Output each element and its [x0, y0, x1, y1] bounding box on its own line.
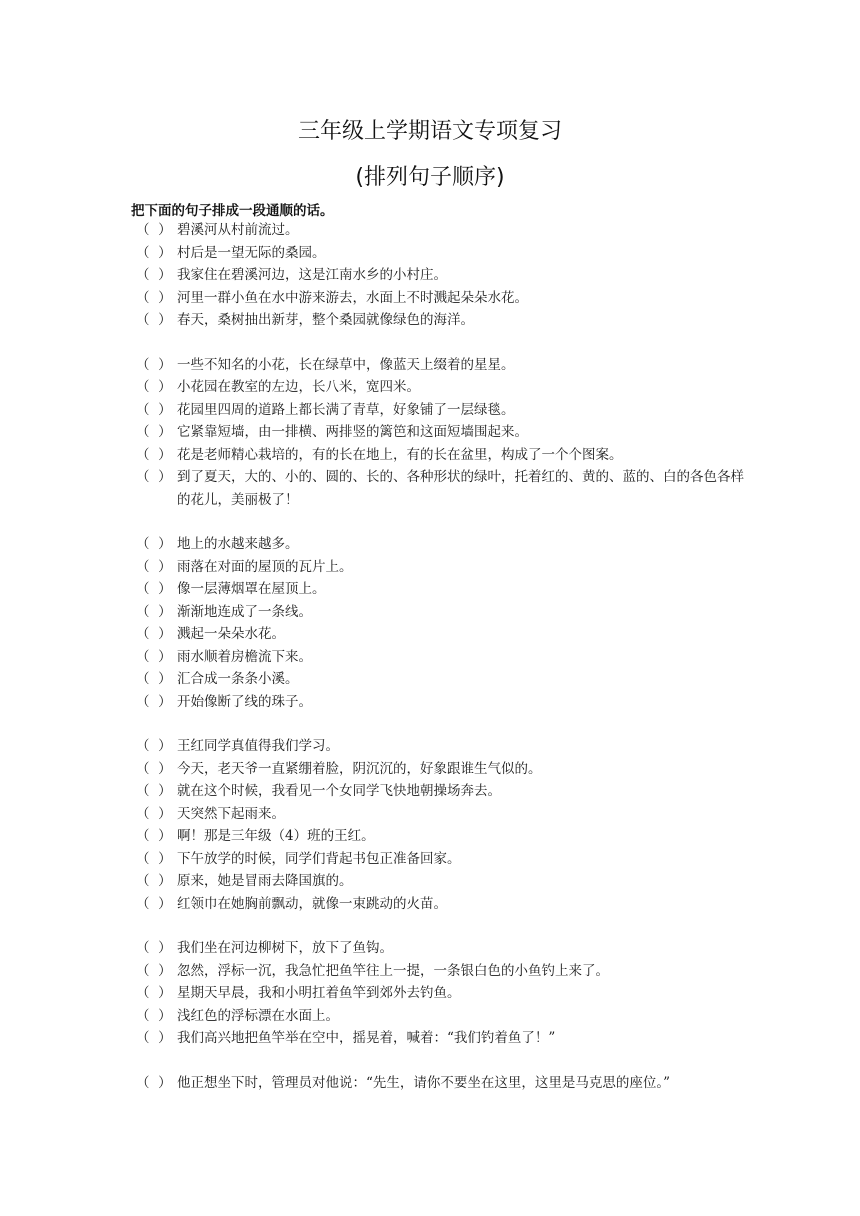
answer-blank[interactable]: （ ）	[136, 379, 172, 395]
sentence-item	[136, 623, 756, 646]
exercise-groups	[136, 219, 756, 1116]
exercise-group	[136, 937, 756, 1050]
answer-blank[interactable]: （ ）	[136, 446, 172, 463]
sentence-item	[136, 803, 756, 826]
answer-blank[interactable]: （ ）	[136, 693, 172, 710]
sentence-text: 忽然，浮标一沉，我急忙把鱼竿往上一提，一条银白色的小鱼钓上来了。	[177, 962, 609, 979]
page-title: 三年级上学期语文专项复习	[297, 119, 562, 144]
answer-blank[interactable]: （ ）	[136, 536, 172, 552]
answer-blank[interactable]: （ ）	[136, 401, 172, 418]
answer-blank[interactable]: （ ）	[136, 424, 172, 440]
sentence-text: 浅红色的浮标漂在水面上。	[177, 1007, 339, 1024]
sentence-text: 我们坐在河边柳树下，放下了鱼钩。	[177, 940, 393, 956]
answer-blank[interactable]: （ ）	[136, 244, 172, 261]
sentence-item	[136, 421, 756, 444]
sentence-text: 开始像断了线的珠子。	[177, 693, 312, 710]
answer-blank[interactable]: （ ）	[136, 760, 172, 777]
sentence-item	[136, 578, 756, 601]
sentence-text: 我们高兴地把鱼竿举在空中，摇晃着，喊着：“我们钓着鱼了！”	[177, 1030, 556, 1046]
exercise-group	[136, 735, 756, 915]
sentence-text: 渐渐地连成了一条线。	[177, 603, 312, 620]
sentence-text: 像一层薄烟罩在屋顶上。	[177, 581, 326, 597]
sentence-item	[136, 691, 756, 714]
sentence-item	[136, 646, 756, 669]
sentence-text: 花是老师精心栽培的，有的长在地上，有的长在盆里，构成了一个个图案。	[177, 446, 623, 463]
sentence-item	[136, 242, 756, 265]
sentence-item	[136, 533, 756, 556]
answer-blank[interactable]: （ ）	[136, 828, 172, 844]
sentence-item	[136, 1072, 756, 1095]
sentence-item	[136, 444, 756, 467]
answer-blank[interactable]: （ ）	[136, 805, 172, 822]
sentence-item	[136, 870, 756, 893]
answer-blank[interactable]: （ ）	[136, 469, 172, 485]
sentence-item	[136, 668, 756, 691]
sentence-text: 它紧靠短墙，由一排横、两排竖的篱笆和这面短墙围起来。	[177, 424, 528, 440]
sentence-text: 村后是一望无际的桑园。	[177, 244, 326, 261]
sentence-text: 红领巾在她胸前飘动，就像一束跳动的火苗。	[177, 895, 447, 912]
sentence-text: 啊！那是三年级（4）班的王红。	[177, 828, 375, 844]
sentence-text: 雨落在对面的屋顶的瓦片上。	[177, 558, 353, 575]
sentence-item	[136, 758, 756, 781]
sentence-text: 春天，桑树抽出新芽，整个桑园就像绿色的海洋。	[177, 312, 474, 328]
sentence-item	[136, 376, 756, 399]
sentence-item	[136, 1005, 756, 1028]
sentence-text: 王红同学真值得我们学习。	[177, 738, 339, 754]
sentence-item	[136, 309, 756, 332]
sentence-text: 小花园在教室的左边，长八米，宽四米。	[177, 379, 420, 395]
sentence-item	[136, 556, 756, 579]
sentence-text: 碧溪河从村前流过。	[177, 222, 299, 238]
exercise-group	[136, 1072, 756, 1095]
sentence-text: 雨水顺着房檐流下来。	[177, 648, 312, 665]
sentence-text: 一些不知名的小花，长在绿草中，像蓝天上缀着的星星。	[177, 356, 515, 373]
sentence-text: 我家住在碧溪河边，这是江南水乡的小村庄。	[177, 267, 447, 283]
sentence-item	[136, 466, 756, 511]
answer-blank[interactable]: （ ）	[136, 940, 172, 956]
sentence-item	[136, 893, 756, 916]
sentence-text: 下午放学的时候，同学们背起书包正准备回家。	[177, 850, 461, 867]
answer-blank[interactable]: （ ）	[136, 267, 172, 283]
sentence-text: 他正想坐下时，管理员对他说：“先生，请你不要坐在这里，这里是马克思的座位。”	[177, 1074, 671, 1091]
exercise-group	[136, 533, 756, 713]
sentence-item	[136, 735, 756, 758]
answer-blank[interactable]: （ ）	[136, 895, 172, 912]
instruction: 把下面的句子排成一段通顺的话。	[131, 203, 334, 219]
sentence-text: 汇合成一条条小溪。	[177, 671, 299, 687]
sentence-item	[136, 848, 756, 871]
answer-blank[interactable]: （ ）	[136, 783, 172, 799]
sentence-text: 花园里四周的道路上都长满了青草，好象铺了一层绿毯。	[177, 401, 515, 418]
sentence-text: 地上的水越来越多。	[177, 536, 299, 552]
answer-blank[interactable]: （ ）	[136, 671, 172, 687]
answer-blank[interactable]: （ ）	[136, 850, 172, 867]
answer-blank[interactable]: （ ）	[136, 312, 172, 328]
sentence-text: 原来，她是冒雨去降国旗的。	[177, 873, 353, 889]
answer-blank[interactable]: （ ）	[136, 648, 172, 665]
sentence-text: 星期天早晨，我和小明扛着鱼竿到郊外去钓鱼。	[177, 985, 461, 1001]
sentence-text: 到了夏天，大的、小的、圆的、长的、各种形状的绿叶，托着红的、黄的、蓝的、白的各色各样的花儿，美丽极了！	[177, 469, 744, 508]
sentence-text: 溅起一朵朵水花。	[177, 626, 285, 642]
sentence-text: 天突然下起雨来。	[177, 805, 285, 822]
sentence-item	[136, 601, 756, 624]
answer-blank[interactable]: （ ）	[136, 356, 172, 373]
sentence-text: 就在这个时候，我看见一个女同学飞快地朝操场奔去。	[177, 783, 501, 799]
answer-blank[interactable]: （ ）	[136, 1074, 172, 1091]
answer-blank[interactable]: （ ）	[136, 581, 172, 597]
sentence-text: 今天，老天爷一直紧绷着脸，阴沉沉的，好象跟谁生气似的。	[177, 760, 542, 777]
sentence-item	[136, 399, 756, 422]
sentence-text: 河里一群小鱼在水中游来游去，水面上不时溅起朵朵水花。	[177, 289, 528, 306]
sentence-item	[136, 825, 756, 848]
page-subtitle: (排列句子顺序)	[355, 165, 505, 190]
answer-blank[interactable]: （ ）	[136, 738, 172, 754]
sentence-item	[136, 354, 756, 377]
answer-blank[interactable]: （ ）	[136, 558, 172, 575]
sentence-item	[136, 780, 756, 803]
sentence-item	[136, 960, 756, 983]
sentence-item	[136, 264, 756, 287]
sentence-item	[136, 982, 756, 1005]
answer-blank[interactable]: （ ）	[136, 873, 172, 889]
answer-blank[interactable]: （ ）	[136, 289, 172, 306]
answer-blank[interactable]: （ ）	[136, 1007, 172, 1024]
answer-blank[interactable]: （ ）	[136, 222, 172, 238]
answer-blank[interactable]: （ ）	[136, 1030, 172, 1046]
answer-blank[interactable]: （ ）	[136, 603, 172, 620]
answer-blank[interactable]: （ ）	[136, 985, 172, 1001]
exercise-group	[136, 219, 756, 332]
sentence-item	[136, 219, 756, 242]
sentence-item	[136, 287, 756, 310]
answer-blank[interactable]: （ ）	[136, 962, 172, 979]
sentence-item	[136, 937, 756, 960]
exercise-group	[136, 354, 756, 512]
sentence-item	[136, 1027, 756, 1050]
answer-blank[interactable]: （ ）	[136, 626, 172, 642]
